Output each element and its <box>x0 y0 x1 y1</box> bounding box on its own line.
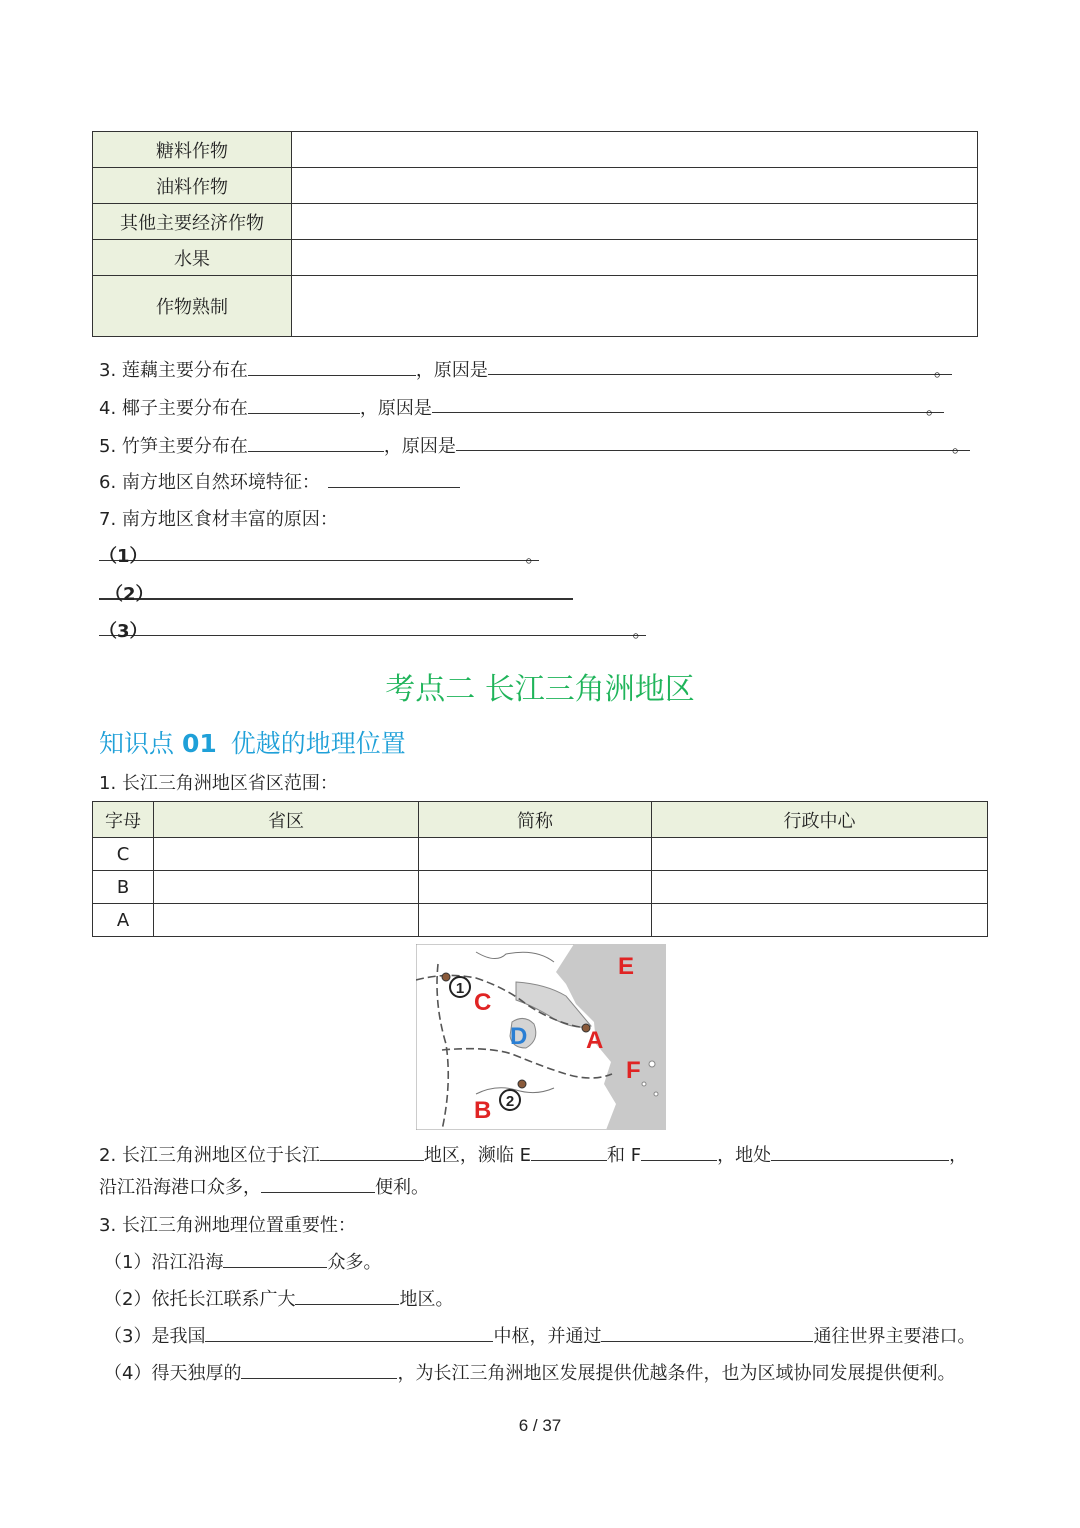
importance-item-1 <box>104 1248 381 1274</box>
table-header: 行政中心 <box>652 802 988 838</box>
marker-2: 2 <box>505 1093 515 1110</box>
question-text: ，原因是 <box>359 398 432 419</box>
answer-cell[interactable] <box>154 871 419 904</box>
answer-cell[interactable] <box>652 871 988 904</box>
table-row <box>93 904 988 937</box>
question-text: ，为长江三角洲地区发展提供优越条件，也为区域协同发展提供便利。 <box>397 1363 956 1384</box>
map-label-d: D <box>510 1023 528 1050</box>
importance-item-4 <box>104 1359 955 1385</box>
map-label-a: A <box>586 1027 604 1054</box>
table-row <box>93 871 988 904</box>
importance-item-3 <box>104 1322 975 1348</box>
crop-row-label: 其他主要经济作物 <box>93 204 292 240</box>
question-text: 4. 椰子主要分布在 <box>99 398 248 419</box>
knowledge-prefix: 知识点 <box>99 729 175 758</box>
answer-blank[interactable] <box>99 542 544 567</box>
period: 。 <box>951 436 970 457</box>
question-5 <box>99 432 970 458</box>
section-title: 考点二 长江三角洲地区 <box>385 672 695 707</box>
answer-blank[interactable] <box>320 1142 424 1161</box>
answer-blank[interactable] <box>531 1142 607 1161</box>
answer-blank[interactable] <box>601 1323 813 1342</box>
question-6 <box>99 468 460 494</box>
map-label-b: B <box>474 1097 492 1124</box>
question-3 <box>99 356 952 382</box>
answer-blank[interactable] <box>456 432 970 457</box>
answer-cell[interactable] <box>652 838 988 871</box>
question-text: ， <box>949 1145 968 1166</box>
location-question-line2 <box>99 1173 429 1199</box>
yangtze-delta-map <box>416 944 666 1130</box>
map-label-f: F <box>626 1057 641 1084</box>
question-text: 地区，濒临 E <box>423 1145 532 1166</box>
answer-blank[interactable] <box>205 1323 493 1342</box>
map-label-e: E <box>618 953 635 980</box>
question-text: 众多。 <box>327 1252 382 1273</box>
answer-blank[interactable] <box>248 357 416 376</box>
question-text: ，原因是 <box>415 360 488 381</box>
crop-row-label: 作物熟制 <box>93 276 292 337</box>
map-svg <box>416 944 666 1130</box>
answer-blank[interactable] <box>432 394 944 419</box>
answer-blank[interactable] <box>295 1286 399 1305</box>
question-4 <box>99 394 944 420</box>
crop-answer-cell[interactable] <box>292 204 978 240</box>
knowledge-number: 01 <box>181 729 217 758</box>
question-text: 地区。 <box>399 1289 454 1310</box>
answer-cell[interactable] <box>419 838 652 871</box>
question-text: 2. 长江三角洲地区位于长江 <box>99 1145 320 1166</box>
period: 。 <box>925 398 944 419</box>
crop-row-label: 水果 <box>93 240 292 276</box>
city-dot <box>442 973 450 981</box>
answer-blank[interactable] <box>99 580 573 605</box>
city-dot <box>518 1080 526 1088</box>
row-letter: B <box>93 871 154 904</box>
answer-cell[interactable] <box>154 838 419 871</box>
crop-answer-cell[interactable] <box>292 276 978 337</box>
item-label: （2） <box>105 584 154 605</box>
crop-answer-cell[interactable] <box>292 168 978 204</box>
province-table <box>92 801 988 937</box>
question-text: 沿江沿海港口众多， <box>99 1177 261 1198</box>
question-text: 3. 莲藕主要分布在 <box>99 360 248 381</box>
question-text: 通往世界主要港口。 <box>813 1326 976 1347</box>
question-7-item-3 <box>99 617 651 642</box>
answer-blank[interactable] <box>241 1360 397 1379</box>
question-text: （3）是我国 <box>104 1326 206 1347</box>
answer-blank[interactable] <box>328 469 460 488</box>
question-text: 中枢，并通过 <box>493 1326 602 1347</box>
item-label: （3） <box>99 621 148 642</box>
question-text: （4）得天独厚的 <box>104 1363 242 1384</box>
question-7-item-1 <box>99 542 544 567</box>
importance-title: 3. 长江三角洲地理位置重要性： <box>99 1215 356 1236</box>
question-text: 便利。 <box>375 1177 429 1198</box>
crop-table <box>92 131 978 337</box>
answer-blank[interactable] <box>771 1142 949 1161</box>
answer-blank[interactable] <box>488 356 952 381</box>
period: 。 <box>933 360 952 381</box>
table-header: 字母 <box>93 802 154 838</box>
crop-row-label: 油料作物 <box>93 168 292 204</box>
question-text: 5. 竹笋主要分布在 <box>99 436 248 457</box>
crop-answer-cell[interactable] <box>292 240 978 276</box>
knowledge-text: 优越的地理位置 <box>230 729 406 758</box>
importance-item-2 <box>104 1285 453 1311</box>
answer-blank[interactable] <box>223 1249 327 1268</box>
period: 。 <box>525 546 544 567</box>
question-text: 和 F <box>607 1145 642 1166</box>
question-text: ，地处 <box>717 1145 772 1166</box>
question-7-item-2 <box>99 580 573 605</box>
question-text: （2）依托长江联系广大 <box>104 1289 296 1310</box>
answer-blank[interactable] <box>248 433 384 452</box>
table-row <box>93 838 988 871</box>
map-label-c: C <box>474 989 492 1016</box>
answer-blank[interactable] <box>248 395 360 414</box>
answer-cell[interactable] <box>154 904 419 937</box>
location-question-line1 <box>99 1141 967 1167</box>
question-text: （1）沿江沿海 <box>104 1252 224 1273</box>
crop-answer-cell[interactable] <box>292 132 978 168</box>
marker-1: 1 <box>455 980 465 997</box>
answer-cell[interactable] <box>652 904 988 937</box>
answer-blank[interactable] <box>261 1174 375 1193</box>
table-header: 省区 <box>154 802 419 838</box>
knowledge-title <box>99 724 406 760</box>
period: 。 <box>632 621 651 642</box>
page-number: 6 / 37 <box>518 1416 562 1435</box>
question-text: ，原因是 <box>383 436 456 457</box>
answer-blank[interactable] <box>641 1142 717 1161</box>
item-label: （1） <box>99 546 148 567</box>
question-text: 6. 南方地区自然环境特征： <box>99 472 320 493</box>
row-letter: C <box>93 838 154 871</box>
answer-cell[interactable] <box>419 904 652 937</box>
row-letter: A <box>93 904 154 937</box>
question-7-title: 7. 南方地区食材丰富的原因： <box>99 509 338 530</box>
crop-row-label: 糖料作物 <box>93 132 292 168</box>
province-question-title: 1. 长江三角洲地区省区范围： <box>99 773 338 794</box>
answer-cell[interactable] <box>419 871 652 904</box>
table-header: 简称 <box>419 802 652 838</box>
answer-blank[interactable] <box>99 617 651 642</box>
